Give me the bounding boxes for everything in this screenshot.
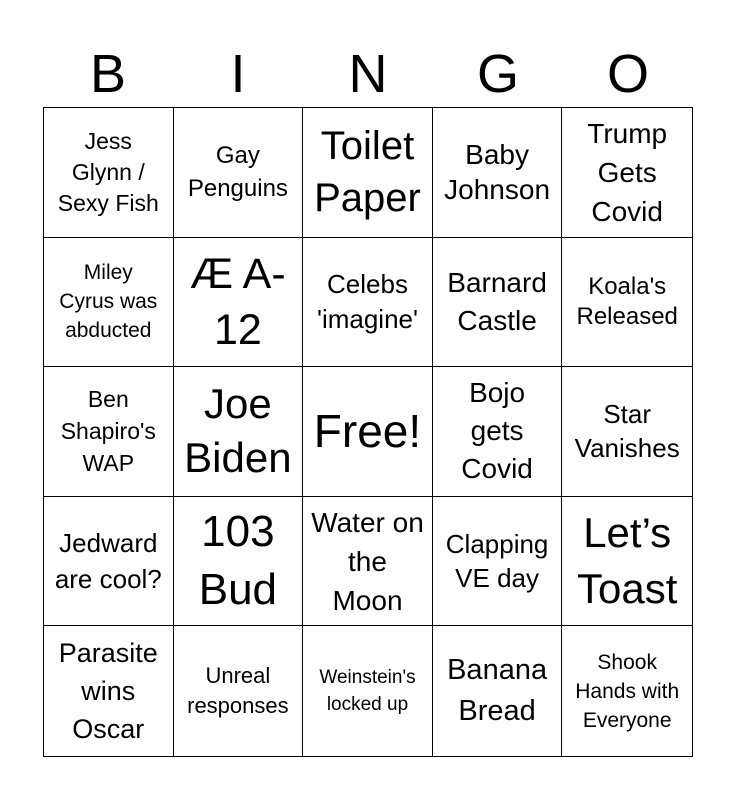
bingo-cell[interactable] [433,108,563,238]
bingo-cell[interactable] [562,497,692,627]
bingo-cell[interactable] [44,108,174,238]
bingo-cell-text: Unreal responses [187,663,289,719]
bingo-cell-text: Trump Gets Covid [587,117,668,227]
bingo-cell-text: Jedward are cool? [54,528,162,595]
bingo-cell-text: Star Vanishes [574,399,680,464]
bingo-cell[interactable] [562,367,692,497]
bingo-cell-text: Miley Cyrus was abducted [59,261,158,343]
bingo-cell[interactable] [44,238,174,368]
bingo-cell[interactable] [44,367,174,497]
bingo-cell[interactable] [44,497,174,627]
bingo-cell-text: Baby Johnson [444,139,551,206]
bingo-cell-text: Water on the Moon [311,506,424,616]
bingo-cell-text: Shook Hands with Everyone [575,650,680,732]
bingo-cell[interactable] [562,238,692,368]
bingo-cell-text: Æ A-12 [190,249,286,354]
bingo-cell[interactable] [433,238,563,368]
bingo-cell[interactable] [303,108,433,238]
header-letter-i: I [230,44,246,104]
bingo-cell[interactable] [433,626,563,756]
bingo-cell[interactable] [44,626,174,756]
bingo-cell-text: Celebs 'imagine' [316,268,418,334]
bingo-cell-text: Ben Shapiro's WAP [60,386,156,477]
bingo-cell[interactable] [174,238,304,368]
bingo-cell[interactable] [562,626,692,756]
bingo-cell[interactable] [303,626,433,756]
bingo-cell[interactable] [174,626,304,756]
bingo-board [43,107,693,757]
bingo-cell-text: Jess Glynn / Sexy Fish [57,127,159,216]
free-space-text: Free! [313,405,422,458]
bingo-cell-text: Clapping VE day [445,529,549,594]
bingo-cell[interactable] [303,238,433,368]
bingo-cell-text: Joe Biden [184,380,292,482]
bingo-cell-text: Gay Penguins [187,142,288,203]
header-letter-o: O [606,44,649,104]
bingo-cell-text: Let’s Toast [577,509,678,613]
bingo-cell[interactable] [174,367,304,497]
bingo-cell[interactable] [174,497,304,627]
bingo-cell-text: Parasite wins Oscar [58,638,158,745]
bingo-cell[interactable] [562,108,692,238]
bingo-header [43,40,693,108]
header-letter-b: B [89,44,127,104]
bingo-cell free-space[interactable] [303,367,433,497]
bingo-cell-text: Banana Bread [447,654,548,728]
bingo-cell-text: Barnard Castle [447,266,547,336]
bingo-cell[interactable] [174,108,304,238]
bingo-cell-text: Toilet Paper [314,124,421,221]
header-letter-g: G [476,44,519,104]
bingo-cell-text: Koala's Released [576,272,678,330]
bingo-cell[interactable] [433,367,563,497]
bingo-cell[interactable] [303,497,433,627]
bingo-cell-text: Weinstein's locked up [319,667,416,716]
bingo-cell-text: 103 Bud [198,507,278,615]
bingo-cell-text: Bojo gets Covid [461,377,533,485]
bingo-cell[interactable] [433,497,563,627]
header-letter-n: N [348,44,388,104]
